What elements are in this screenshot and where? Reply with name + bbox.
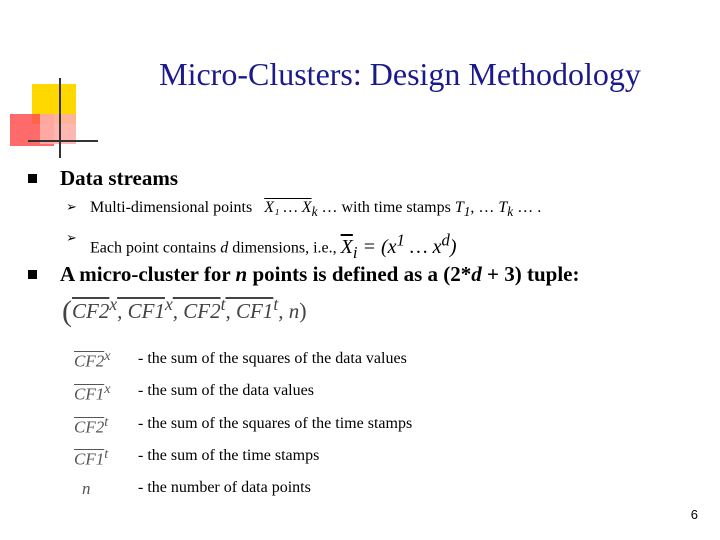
bullet-data-streams: Data streams [60,166,179,190]
symbol-cf2x: CF2$^x$ [74,348,111,371]
n-symbol: n [235,262,248,286]
d-symbol: d [471,262,482,286]
points-sub-k: k [311,204,318,220]
xi-formula: $\overline{X}_i = (x^1$ … $x^d$) [340,230,457,262]
bullet-square-icon [28,270,37,279]
definition-cf1t: - the sum of the time stamps [138,447,320,464]
symbol-cf1t: CF1$^t$ [74,446,109,469]
sub-bullet-each-point: Each point contains d dimensions, i.e., $\overline{X}_i = (x^1$ … $x^d$) [90,230,457,262]
decor-vertical-line [59,78,61,158]
t-dots: , … [470,199,499,216]
tk-tail: … . [513,199,542,216]
symbol-cf2t: CF2$^t$ [74,414,109,437]
page-number: 6 [690,507,698,522]
arrow-bullet-icon: ➢ [66,231,77,246]
d-symbol: d [220,239,229,257]
definition-n: - the number of data points [138,479,311,496]
bullet-square-icon [28,174,37,183]
bullet-micro-cluster: A micro-cluster for n points is defined as a (2*d + 3) tuple: [60,262,580,286]
points-formula [264,199,318,220]
time-stamps-label: … with time stamps [317,199,455,216]
decor-horizontal-line [28,140,98,142]
definition-cf2x: - the sum of the squares of the data values [138,350,407,367]
definition-cf2t: - the sum of the squares of the time stamps [138,415,413,432]
symbol-cf1x: CF1$^x$ [74,381,111,404]
symbol-n: n [82,479,91,498]
multi-dim-label: Multi-dimensional points [90,199,253,216]
tk-symbol: $T_k$ [498,199,514,220]
sub-bullet-multi-dimensional [90,199,541,220]
tuple-formula: (CF2$^x$, CF1$^x$, CF2$^t$, CF1$^t$, n) [62,294,307,328]
arrow-bullet-icon: ➢ [66,200,77,215]
definition-cf1x: - the sum of the data values [138,382,314,399]
points-math: X₁ … X [264,199,312,216]
slide-title: Micro-Clusters: Design Methodology [159,56,641,92]
t1-symbol: $T_1$ [454,199,471,220]
